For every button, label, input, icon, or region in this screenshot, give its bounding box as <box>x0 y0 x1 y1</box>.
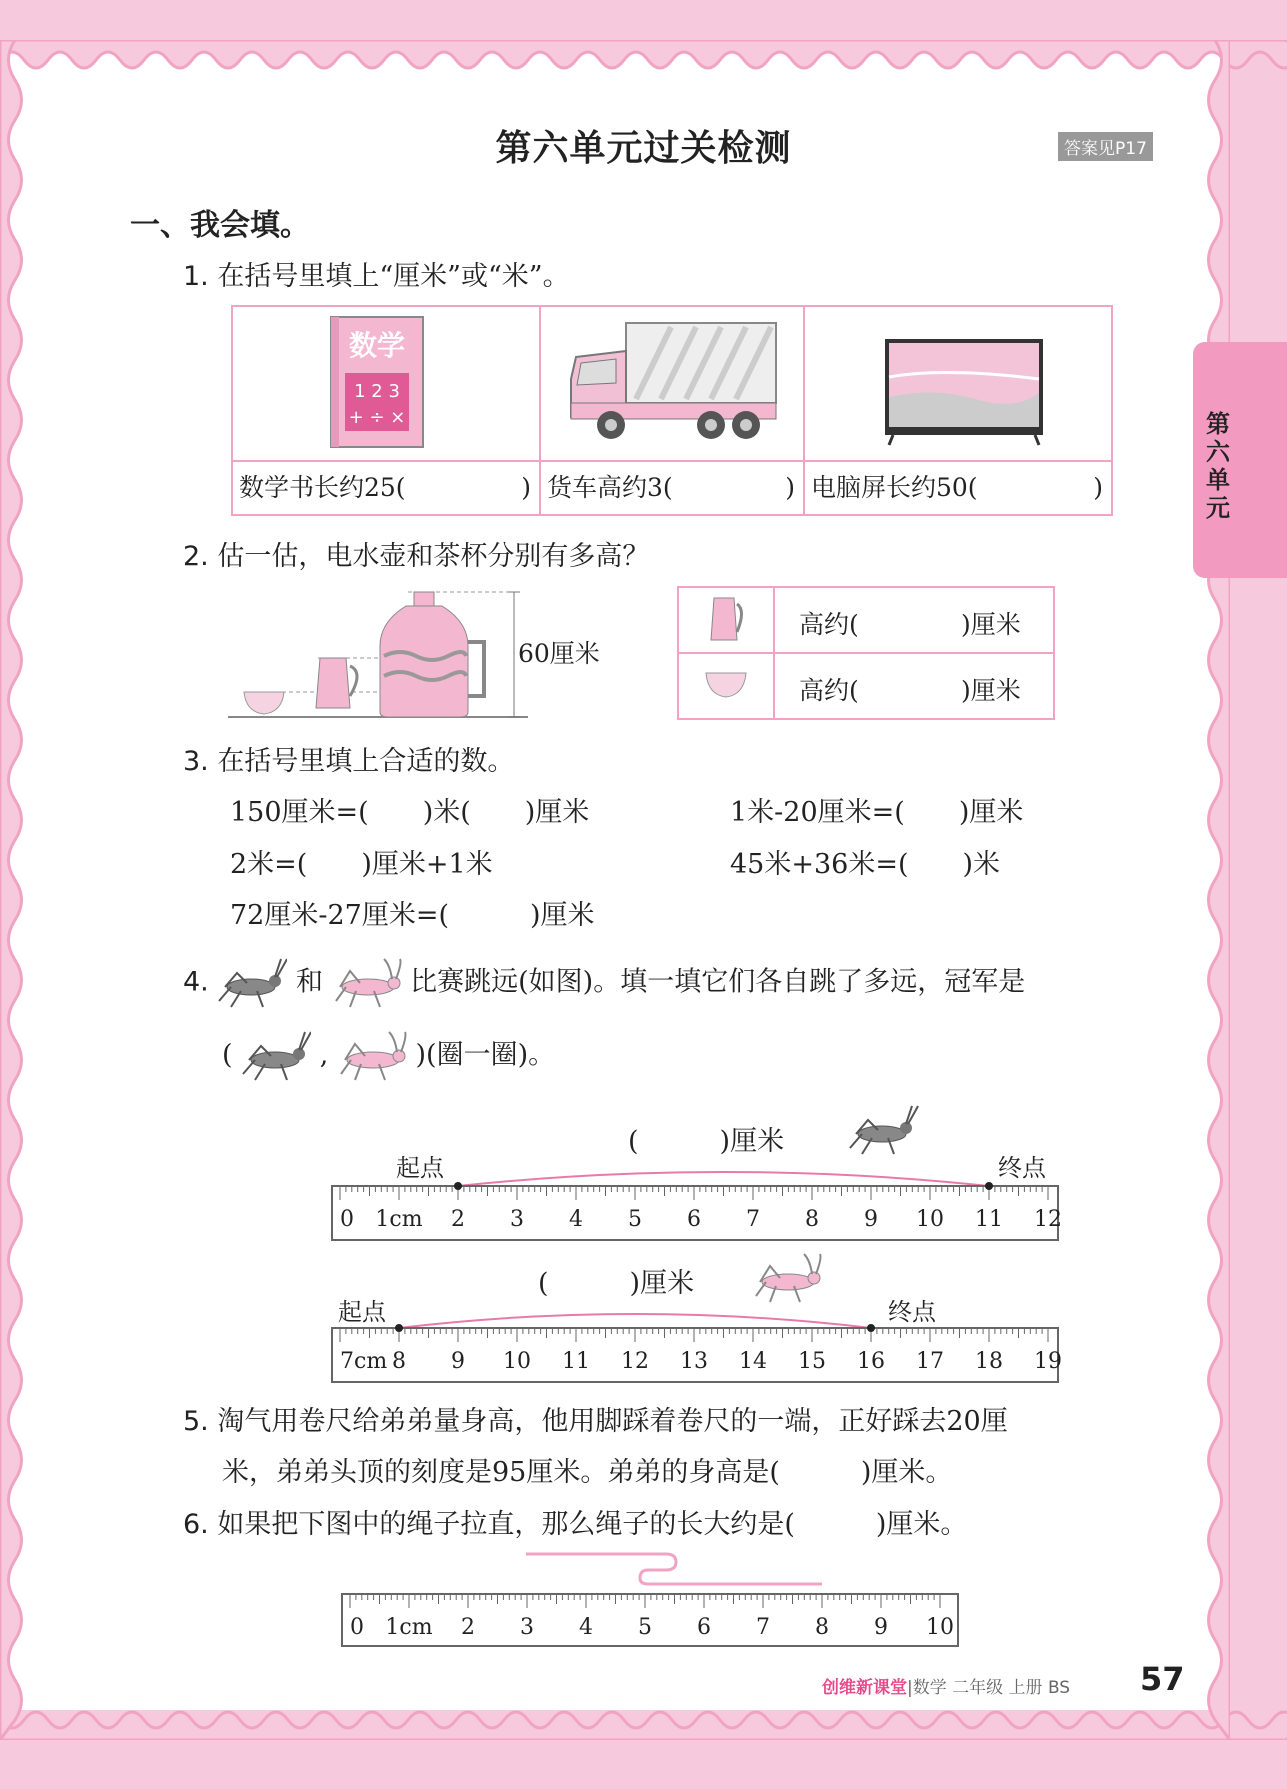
page-title: 第六单元过关检测 <box>495 128 792 169</box>
ruler1-label: 9 <box>864 1207 878 1232</box>
question-6: 6. 如果把下图中的绳子拉直，那么绳子的长大约是( )厘米。 <box>183 1509 968 1540</box>
question-2: 2. 估一估，电水壶和茶杯分别有多高？ <box>183 541 650 572</box>
ruler1-label: 6 <box>687 1207 701 1232</box>
rope-ruler <box>338 1548 962 1650</box>
ruler2-label: 10 <box>503 1349 531 1374</box>
ruler1-label: 4 <box>569 1207 583 1232</box>
unit-side-tab-label: 第 六 单 元 <box>1206 410 1230 522</box>
kettle-cup-bottle-figure <box>228 586 628 721</box>
question-3: 3. 在括号里填上合适的数。 <box>183 746 515 777</box>
ruler2-end-point <box>867 1324 875 1332</box>
ruler2-grasshopper-icon <box>756 1254 821 1302</box>
rope-ruler-label: 7 <box>756 1615 770 1640</box>
question-1: 1. 在括号里填上“厘米”或“米”。 <box>183 261 570 292</box>
ruler2-label: 8 <box>392 1349 406 1374</box>
ruler1-label: 7 <box>746 1207 760 1232</box>
page-number: 57 <box>1140 1660 1185 1698</box>
rope-ruler-label: 0 <box>350 1615 364 1640</box>
ruler1-label: 10 <box>916 1207 944 1232</box>
ruler1-end-label: 终点 <box>998 1154 1046 1182</box>
unit-side-tab <box>1193 342 1287 578</box>
tea-cup-icon <box>244 692 284 714</box>
footer-info: 创维新课堂|数学 二年级 上册 BS <box>822 1678 1071 1698</box>
book-digits: 1 2 3 <box>354 381 400 402</box>
q3-line-2: 1米-20厘米=( )厘米 <box>730 797 1024 828</box>
cricket-choice-icon[interactable] <box>241 1030 311 1082</box>
cup-height-blank: 高约( )厘米 <box>774 653 1054 719</box>
kettle-cell <box>678 587 774 653</box>
q3-line-4: 45米+36米=( )米 <box>730 849 1001 880</box>
kettle-icon <box>706 592 746 644</box>
book-title: 数学 <box>348 329 406 362</box>
ruler2-end-label: 终点 <box>888 1298 936 1326</box>
ruler1-jump-arc <box>458 1172 989 1186</box>
ruler2-label: 17 <box>916 1349 944 1374</box>
q1-table <box>231 305 1113 516</box>
ruler2-label: 19 <box>1034 1349 1062 1374</box>
ruler2-label: 15 <box>798 1349 826 1374</box>
rope-ruler-label: 5 <box>638 1615 652 1640</box>
ruler1-label: 3 <box>510 1207 524 1232</box>
tea-cup-icon <box>704 669 748 699</box>
ruler1-label: 0 <box>340 1207 354 1232</box>
cricket-ruler <box>328 1098 1068 1243</box>
ruler1-end-point <box>985 1182 993 1190</box>
question-4-choice: ( , )(圈一圈)。 <box>222 1030 555 1082</box>
question-4: 4. 和 比赛跳远(如图)。填一填它们各自跳了多远，冠军是 <box>183 957 1025 1009</box>
cup-cell <box>678 653 774 719</box>
ruler2-label: 12 <box>621 1349 649 1374</box>
bottle-height-label: 60厘米 <box>518 639 600 668</box>
rope-ruler-label: 3 <box>520 1615 534 1640</box>
ruler1-start-point <box>454 1182 462 1190</box>
rope-ruler-label: 8 <box>815 1615 829 1640</box>
ruler2-start-label: 起点 <box>338 1298 386 1326</box>
ruler1-label: 1cm <box>375 1207 423 1232</box>
thermos-bottle-icon <box>380 606 468 717</box>
rope-ruler-label: 10 <box>926 1615 954 1640</box>
bottom-wavy-border <box>0 1700 1287 1740</box>
ruler1-cricket-icon <box>850 1106 918 1154</box>
ruler1-label: 2 <box>451 1207 465 1232</box>
rope <box>526 1554 822 1584</box>
top-wavy-border <box>0 40 1287 80</box>
monitor-image <box>805 307 1111 460</box>
math-book-image <box>233 307 539 460</box>
q2-answer-table <box>677 586 1055 720</box>
truck-image <box>541 307 803 460</box>
kettle-icon <box>316 658 350 708</box>
ruler2-label: 7cm <box>340 1349 388 1374</box>
grasshopper-ruler <box>328 1250 1068 1385</box>
q1-truck-blank: 货车高约3( ) <box>547 473 795 502</box>
ruler2-start-point <box>395 1324 403 1332</box>
q1-book-blank: 数学书长约25( ) <box>239 473 531 502</box>
ruler1-label: 5 <box>628 1207 642 1232</box>
q3-line-1: 150厘米=( )米( )厘米 <box>230 797 590 828</box>
ruler2-label: 14 <box>739 1349 767 1374</box>
ruler1-answer: ( )厘米 <box>628 1126 785 1157</box>
q3-line-3: 2米=( )厘米+1米 <box>230 849 493 880</box>
left-wavy-border <box>0 40 30 1740</box>
ruler1-label: 8 <box>805 1207 819 1232</box>
question-5: 5. 淘气用卷尺给弟弟量身高，他用脚踩着卷尺的一端，正好踩去20厘 <box>183 1406 1008 1437</box>
rope-ruler-label: 1cm <box>385 1615 433 1640</box>
grasshopper-choice-icon[interactable] <box>337 1030 407 1082</box>
section-heading: 一、我会填。 <box>130 208 310 243</box>
q3-line-5: 72厘米-27厘米=( )厘米 <box>230 900 595 931</box>
grasshopper-icon <box>332 957 402 1009</box>
ruler2-label: 16 <box>857 1349 885 1374</box>
cricket-icon <box>217 957 287 1009</box>
rope-ruler-label: 4 <box>579 1615 593 1640</box>
book-operators: + ÷ × <box>348 407 406 428</box>
right-wavy-border <box>1200 40 1230 1740</box>
ruler2-label: 9 <box>451 1349 465 1374</box>
rope-ruler-label: 9 <box>874 1615 888 1640</box>
ruler2-label: 13 <box>680 1349 708 1374</box>
rope-ruler-label: 2 <box>461 1615 475 1640</box>
ruler2-answer: ( )厘米 <box>538 1268 695 1299</box>
ruler1-label: 12 <box>1034 1207 1062 1232</box>
ruler1-label: 11 <box>975 1207 1003 1232</box>
ruler2-label: 18 <box>975 1349 1003 1374</box>
q1-monitor-blank: 电脑屏长约50( ) <box>811 473 1103 502</box>
rope-ruler-label: 6 <box>697 1615 711 1640</box>
answer-reference-badge: 答案见P17 <box>1058 132 1153 161</box>
ruler1-start-label: 起点 <box>396 1154 444 1182</box>
question-5-line-2: 米，弟弟头顶的刻度是95厘米。弟弟的身高是( )厘米。 <box>222 1457 953 1488</box>
kettle-height-blank: 高约( )厘米 <box>774 587 1054 653</box>
ruler2-label: 11 <box>562 1349 590 1374</box>
ruler2-jump-arc <box>399 1314 871 1328</box>
